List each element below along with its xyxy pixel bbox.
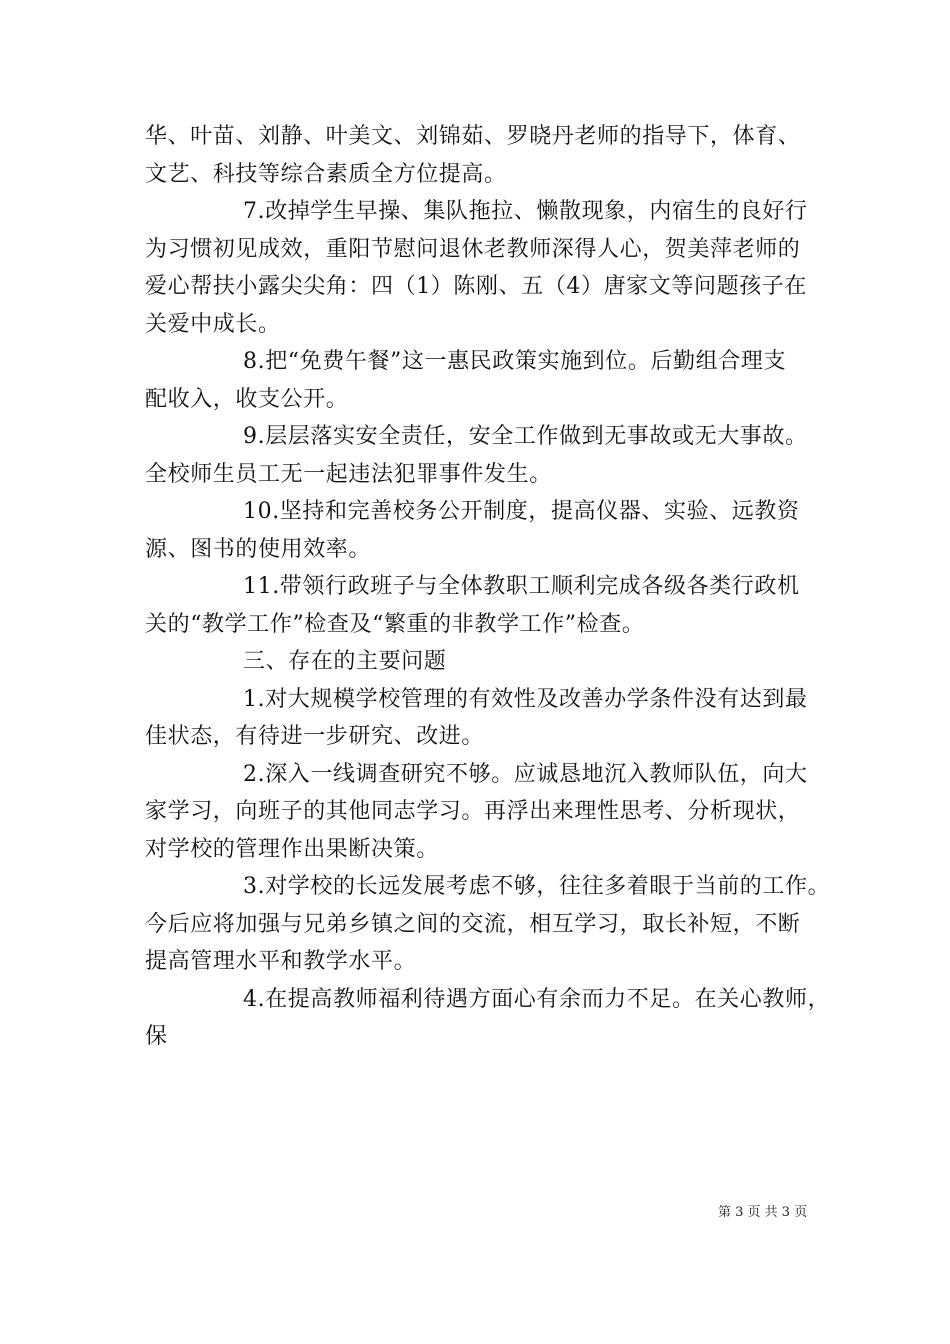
text-line: 8.把“免费午餐”这一惠民政策实施到位。后勤组合理支: [243, 349, 787, 374]
text-line: 2.深入一线调查研究不够。应诚恳地沉入教师队伍，向大: [243, 761, 808, 787]
text-line: 9.层层落实安全责任，安全工作做到无事故或无大事故。: [243, 424, 808, 449]
page-number-footer: 第 3 页 共 3 页: [718, 1205, 808, 1220]
text-line: 三、存在的主要问题: [243, 649, 447, 674]
document-body: [145, 118, 831, 1056]
text-line: 今后应将加强与兄弟乡镇之间的交流，相互学习，取长补短，不断: [145, 911, 801, 937]
text-line: 11.带领行政班子与全体教职工顺利完成各级各类行政机: [243, 574, 800, 599]
text-line: 1.对大规模学校管理的有效性及改善办学条件没有达到最: [243, 686, 808, 712]
text-line: 3.对学校的长远发展考虑不够，往往多着眼于当前的工作。: [243, 874, 831, 899]
text-line: 源、图书的使用效率。: [145, 536, 372, 562]
text-line: 家学习，向班子的其他同志学习。再浮出来理性思考、分析现状，: [145, 799, 801, 824]
text-line: 4.在提高教师福利待遇方面心有余而力不足。在关心教师，: [243, 986, 831, 1012]
text-line: 关爱中成长。: [145, 311, 281, 337]
text-line: 提高管理水平和教学水平。: [145, 949, 417, 974]
text-line: 为习惯初见成效，重阳节慰问退休老教师深得人心，贺美萍老师的: [145, 236, 801, 262]
text-line: 全校师生员工无一起违法犯罪事件发生。: [145, 461, 552, 487]
text-line: 配收入，收支公开。: [145, 386, 349, 412]
text-line: 佳状态，有待进一步研究、改进。: [145, 724, 485, 749]
text-line: 文艺、科技等综合素质全方位提高。: [145, 161, 507, 187]
text-line: 对学校的管理作出果断决策。: [145, 836, 439, 862]
text-line: 10.坚持和完善校务公开制度，提高仪器、实验、远教资: [243, 499, 800, 524]
text-line: 7.改掉学生早操、集队拖拉、懒散现象，内宿生的良好行: [243, 199, 808, 224]
text-line: 关的“教学工作”检查及“繁重的非教学工作”检查。: [145, 611, 645, 637]
text-line: 华、叶苗、刘静、叶美文、刘锦茹、罗晓丹老师的指导下，体育、: [145, 124, 801, 149]
text-line: 保: [145, 1024, 168, 1049]
text-line: 爱心帮扶小露尖尖角：四（1）陈刚、五（4）唐家文等问题孩子在: [145, 274, 807, 299]
